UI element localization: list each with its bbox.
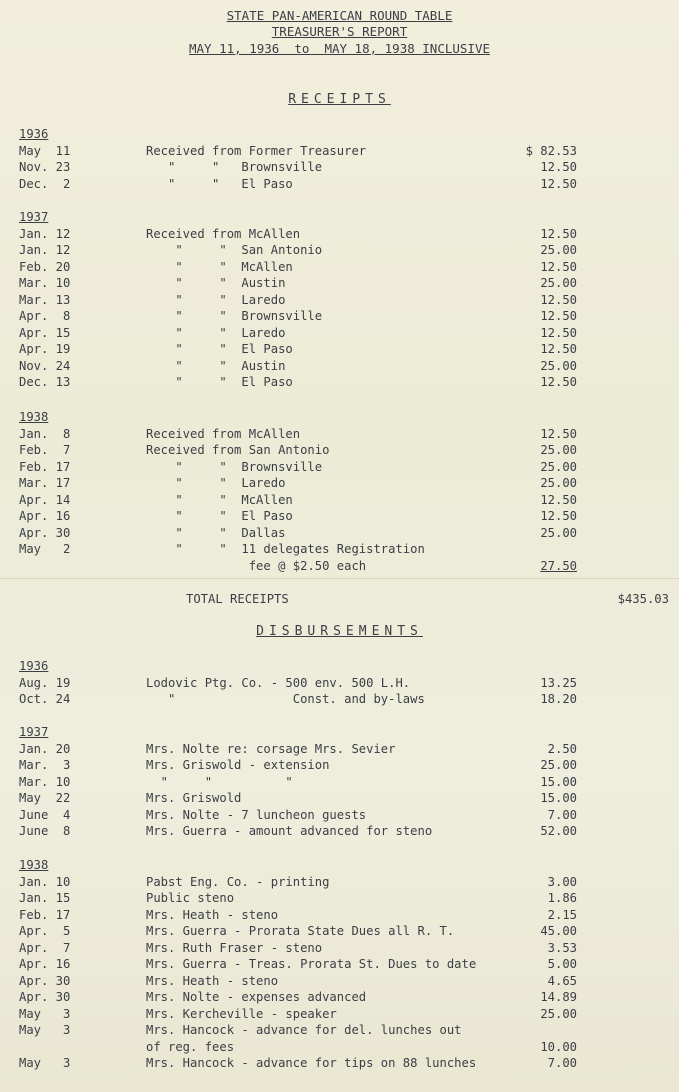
entry-date: Apr. 15: [19, 325, 71, 340]
entry-date: Jan. 12: [19, 243, 71, 257]
entry-date: Feb. 17: [19, 459, 71, 474]
table-row: [0, 923, 679, 940]
entry-amount: 25.00: [540, 443, 577, 457]
entry-amount: 12.50: [540, 176, 577, 191]
entry-amount: 15.00: [540, 774, 577, 789]
year-row: [0, 209, 679, 226]
entry-date: Mar. 10: [19, 774, 71, 789]
table-row: [0, 1006, 679, 1023]
entry-description: " " McAllen: [146, 492, 293, 507]
entry-description: " " Austin: [146, 358, 286, 373]
entry-amount: 12.50: [540, 292, 577, 307]
table-row: [0, 442, 679, 459]
entry-description: " " Dallas: [146, 525, 286, 540]
entry-date: Oct. 24: [19, 692, 71, 706]
total-receipts-row: [0, 591, 679, 608]
table-row: [0, 757, 679, 774]
entry-description: " " Brownsville: [146, 309, 323, 323]
entry-description: Lodovic Ptg. Co. - 500 env. 500 L.H.: [146, 675, 411, 690]
year-row: [0, 857, 679, 874]
entry-date: June 8: [19, 824, 71, 838]
entry-amount: 12.50: [540, 509, 577, 523]
table-row: [0, 807, 679, 824]
entry-date: Apr. 30: [19, 990, 71, 1004]
entry-amount: 12.50: [540, 259, 577, 274]
table-row: [0, 143, 679, 160]
table-row: [0, 325, 679, 342]
entry-amount: 14.89: [540, 990, 577, 1004]
entry-amount: 12.50: [540, 426, 577, 441]
entry-amount: 18.20: [540, 692, 577, 706]
entry-amount: 25.00: [540, 276, 577, 290]
table-row: [0, 691, 679, 708]
entry-description: Mrs. Griswold - extension: [146, 758, 330, 772]
entry-amount: 12.50: [540, 342, 577, 356]
entry-date: May 22: [19, 791, 71, 805]
entry-description: " " San Antonio: [146, 243, 323, 257]
table-row: [0, 940, 679, 957]
entry-date: Jan. 20: [19, 741, 71, 756]
entry-amount: 4.65: [547, 973, 577, 988]
table-row: [0, 426, 679, 443]
year-label: 1937: [19, 725, 49, 739]
entry-description: " " El Paso: [146, 375, 293, 389]
entry-date: Aug. 19: [19, 675, 71, 690]
entry-date: Apr. 14: [19, 492, 71, 507]
entry-date: June 4: [19, 807, 71, 822]
table-row: [0, 774, 679, 791]
total-receipts-label: TOTAL RECEIPTS: [186, 592, 289, 606]
entry-date: Feb. 20: [19, 259, 71, 274]
entry-description: Received from San Antonio: [146, 443, 330, 457]
table-row: [0, 973, 679, 990]
entry-amount: 7.00: [547, 807, 577, 822]
year-label: 1938: [19, 410, 49, 424]
table-row: [0, 341, 679, 358]
entry-amount: 25.00: [540, 525, 577, 540]
entry-date: Apr. 8: [19, 309, 71, 323]
report-period: MAY 11, 1936 to MAY 18, 1938 INCLUSIVE: [188, 41, 491, 56]
entry-description: Mrs. Guerra - amount advanced for steno: [146, 824, 433, 838]
table-row: [0, 525, 679, 542]
table-row: [0, 989, 679, 1006]
table-row: [0, 374, 679, 391]
table-row: [0, 1055, 679, 1072]
entry-description: Mrs. Heath - steno: [146, 973, 279, 988]
entry-description: fee @ $2.50 each: [146, 558, 367, 573]
entry-amount: 25.00: [540, 358, 577, 373]
entry-date: Jan. 12: [19, 226, 71, 241]
entry-amount: 12.50: [540, 492, 577, 507]
entry-date: Feb. 7: [19, 443, 71, 457]
entry-date: Apr. 30: [19, 525, 71, 540]
table-row: [0, 956, 679, 973]
entry-description: Received from McAllen: [146, 426, 301, 441]
entry-date: Jan. 15: [19, 891, 71, 905]
entry-date: Apr. 16: [19, 957, 71, 971]
entry-date: Dec. 2: [19, 176, 71, 191]
table-row: [0, 890, 679, 907]
paper-fold: [0, 578, 679, 579]
table-row: [0, 475, 679, 492]
entry-amount: 12.50: [540, 160, 577, 174]
year-row: [0, 658, 679, 675]
table-row: [0, 790, 679, 807]
table-row: [0, 907, 679, 924]
table-row: [0, 508, 679, 525]
year-row: [0, 724, 679, 741]
entry-amount: 1.86: [547, 891, 577, 905]
entry-amount: 10.00: [540, 1039, 577, 1054]
entry-date: Apr. 19: [19, 342, 71, 356]
entry-amount: 25.00: [540, 1006, 577, 1021]
entry-amount: 15.00: [540, 791, 577, 805]
entry-date: Apr. 7: [19, 940, 71, 955]
entry-date: May 3: [19, 1006, 71, 1021]
table-row: [0, 292, 679, 309]
entry-description: " " Brownsville: [146, 459, 323, 474]
table-row: [0, 259, 679, 276]
table-row: [0, 823, 679, 840]
entry-date: Jan. 10: [19, 874, 71, 889]
entry-date: Mar. 17: [19, 476, 71, 490]
entry-date: Jan. 8: [19, 426, 71, 441]
entry-amount: 27.50: [540, 558, 577, 573]
entry-amount: 2.50: [547, 741, 577, 756]
table-row: [0, 459, 679, 476]
entry-description: " " Laredo: [146, 476, 286, 490]
entry-date: May 11: [19, 143, 71, 158]
disbursements-heading: DISBURSEMENTS: [256, 624, 423, 639]
entry-amount: 3.00: [547, 874, 577, 889]
entry-description: " " Austin: [146, 276, 286, 290]
entry-date: Apr. 5: [19, 924, 71, 938]
table-row: [0, 874, 679, 891]
entry-description: " " El Paso: [146, 509, 293, 523]
entry-description: " " El Paso: [146, 176, 293, 191]
table-row: [0, 541, 679, 558]
entry-date: Apr. 30: [19, 973, 71, 988]
table-row: [0, 176, 679, 193]
entry-amount: 25.00: [540, 459, 577, 474]
entry-description: Received from McAllen: [146, 226, 301, 241]
entry-date: May 3: [19, 1023, 71, 1037]
entry-description: Received from Former Treasurer: [146, 143, 367, 158]
entry-amount: 5.00: [547, 957, 577, 971]
entry-description: Mrs. Hancock - advance for tips on 88 lunches: [146, 1056, 477, 1070]
year-label: 1936: [19, 127, 49, 141]
year-row: [0, 126, 679, 143]
entry-description: " " McAllen: [146, 259, 293, 274]
entry-date: Nov. 24: [19, 358, 71, 373]
entry-amount: 25.00: [540, 758, 577, 772]
entry-description: Mrs. Hancock - advance for del. lunches out: [146, 1023, 462, 1037]
table-row: [0, 308, 679, 325]
entry-date: Apr. 16: [19, 509, 71, 523]
entry-amount: 12.50: [540, 325, 577, 340]
table-row: [0, 1039, 679, 1056]
entry-date: Nov. 23: [19, 160, 71, 174]
table-row: [0, 242, 679, 259]
table-row: [0, 675, 679, 692]
entry-description: " " ": [146, 774, 293, 789]
entry-description: Mrs. Nolte re: corsage Mrs. Sevier: [146, 741, 396, 756]
entry-description: Mrs. Nolte - expenses advanced: [146, 990, 367, 1004]
entry-date: Feb. 17: [19, 907, 71, 922]
entry-description: Mrs. Guerra - Treas. Prorata St. Dues to date: [146, 957, 477, 971]
table-row: [0, 492, 679, 509]
entry-description: " " Laredo: [146, 325, 286, 340]
entry-description: " " Laredo: [146, 292, 286, 307]
table-row: [0, 358, 679, 375]
entry-date: Mar. 10: [19, 276, 71, 290]
table-row: [0, 226, 679, 243]
entry-description: of reg. fees: [146, 1039, 235, 1054]
entry-date: May 2: [19, 542, 71, 556]
entry-description: " Const. and by-laws: [146, 692, 425, 706]
receipts-heading: RECEIPTS: [288, 92, 391, 107]
entry-amount: 45.00: [540, 924, 577, 938]
entry-date: May 3: [19, 1056, 71, 1070]
entry-description: Mrs. Kercheville - speaker: [146, 1006, 337, 1021]
entry-amount: 12.50: [540, 375, 577, 389]
table-row: [0, 159, 679, 176]
report-title: STATE PAN-AMERICAN ROUND TABLE: [226, 8, 453, 23]
entry-description: Mrs. Ruth Fraser - steno: [146, 940, 323, 955]
entry-amount: $ 82.53: [525, 143, 577, 158]
year-label: 1937: [19, 210, 49, 224]
entry-description: " " Brownsville: [146, 160, 323, 174]
table-row: [0, 741, 679, 758]
entry-amount: 25.00: [540, 243, 577, 257]
entry-description: Mrs. Griswold: [146, 791, 242, 805]
entry-description: " " 11 delegates Registration: [146, 542, 425, 556]
entry-date: Mar. 3: [19, 758, 71, 772]
entry-amount: 7.00: [547, 1056, 577, 1070]
entry-amount: 12.50: [540, 309, 577, 323]
entry-amount: 52.00: [540, 824, 577, 838]
entry-description: " " El Paso: [146, 342, 293, 356]
entry-amount: 3.53: [547, 940, 577, 955]
year-row: [0, 409, 679, 426]
table-row: [0, 558, 679, 575]
table-row: [0, 275, 679, 292]
entry-description: Mrs. Nolte - 7 luncheon guests: [146, 807, 367, 822]
entry-amount: 2.15: [547, 907, 577, 922]
entry-date: Mar. 13: [19, 292, 71, 307]
entry-description: Mrs. Guerra - Prorata State Dues all R. T.: [146, 924, 455, 938]
report-subtitle: TREASURER'S REPORT: [271, 24, 408, 39]
entry-description: Mrs. Heath - steno: [146, 907, 279, 922]
entry-description: Pabst Eng. Co. - printing: [146, 874, 330, 889]
year-label: 1936: [19, 659, 49, 673]
year-label: 1938: [19, 858, 49, 872]
entry-amount: 25.00: [540, 476, 577, 490]
total-receipts-amount: $435.03: [617, 592, 669, 606]
entry-amount: 13.25: [540, 675, 577, 690]
entry-amount: 12.50: [540, 226, 577, 241]
entry-description: Public steno: [146, 891, 235, 905]
entry-date: Dec. 13: [19, 375, 71, 389]
table-row: [0, 1022, 679, 1039]
